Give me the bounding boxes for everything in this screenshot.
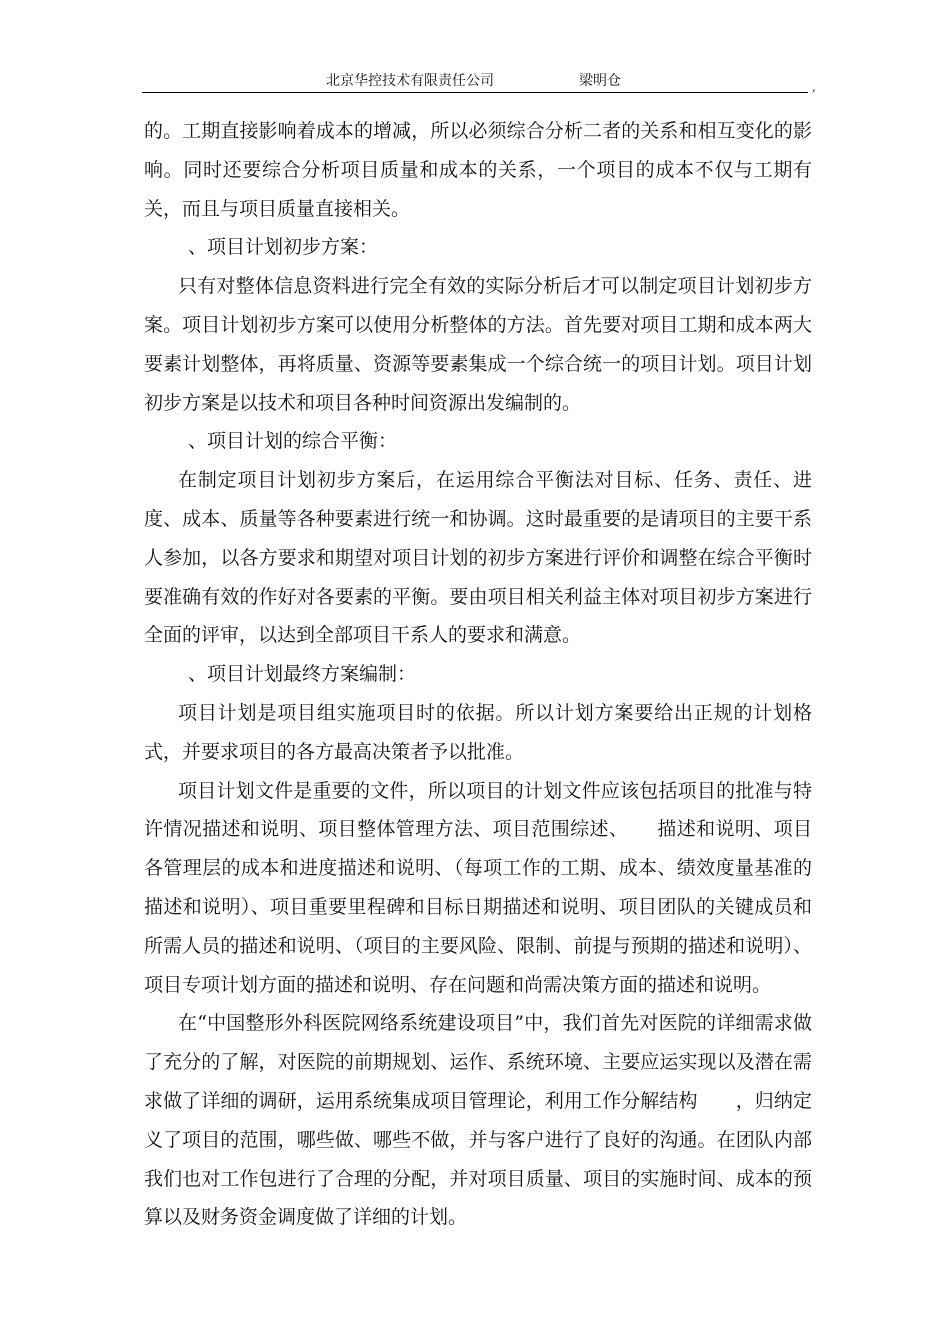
section-heading-1: 、项目计划初步方案： <box>188 236 379 259</box>
document-body <box>144 112 812 1237</box>
paragraph-1: 的。工期直接影响着成本的增减，所以必须综合分析二者的关系和相互变化的影响。同时还要综合分析项目质量和成本的关系，一个项目的成本不仅与工期有关，而且与项目质量直接相关。 <box>144 120 812 220</box>
paragraph-2: 只有对整体信息资料进行完全有效的实际分析后才可以制定项目计划初步方案。项目计划初步方案可以使用分析整体的方法。首先要对项目工期和成本两大要素计划整体，再将质量、资源等要素集成一个综合统一的项目计划。项目计划初步方案是以技术和项目各种时间资源出发编制的。 <box>144 275 812 414</box>
header-rule <box>142 92 808 93</box>
paragraph-4: 项目计划是项目组实施项目时的依据。所以计划方案要给出正规的计划格式，并要求项目的各方最高决策者予以批准。 <box>144 701 812 763</box>
header-tick: , <box>812 80 816 94</box>
header-company: 北京华控技术有限责任公司 <box>326 73 494 89</box>
header-author: 梁明仓 <box>579 73 621 89</box>
paragraph-3: 在制定项目计划初步方案后，在运用综合平衡法对目标、任务、责任、进度、成本、质量等各种要素进行统一和协调。这时最重要的是请项目的主要干系人参加，以各方要求和期望对项目计划的初步方案进行评价和调整在综合平衡时要准确有效的作好对各要素的平衡。要由项目相关利益主体对项目初步方案进行全面的评审，以达到全部项目干系人的要求和满意。 <box>144 469 812 647</box>
section-heading-3: 、项目计划最终方案编制： <box>188 663 417 686</box>
section-heading-2: 、项目计划的综合平衡： <box>188 430 398 453</box>
paragraph-5: 项目计划文件是重要的文件，所以项目的计划文件应该包括项目的批准与特许情况描述和说明、项目整体管理方法、项目范围综述、 描述和说明、项目各管理层的成本和进度描述和说明、（每项工作的工期、成本、绩效度量基准的描述和说明）、项目重要里程碑和目标日期描述和说明、项目团队的关键成员和所需人员的描述和说明、（项目的主要风险、限制、前提与预期的描述和说明）、项目专项计划方面的描述和说明、存在问题和尚需决策方面的描述和说明。 <box>144 779 812 996</box>
paragraph-6: 在“中国整形外科医院网络系统建设项目”中，我们首先对医院的详细需求做了充分的了解，对医院的前期规划、运作、系统环境、主要应运实现以及潜在需求做了详细的调研，运用系统集成项目管理论，利用工作分解结构 ，归纳定义了项目的范围，哪些做、哪些不做，并与客户进行了良好的沟通。在团队内部我们也对工作包进行了合理的分配，并对项目质量、项目的实施时间、成本的预算以及财务资金调度做了详细的计划。 <box>144 1012 812 1229</box>
